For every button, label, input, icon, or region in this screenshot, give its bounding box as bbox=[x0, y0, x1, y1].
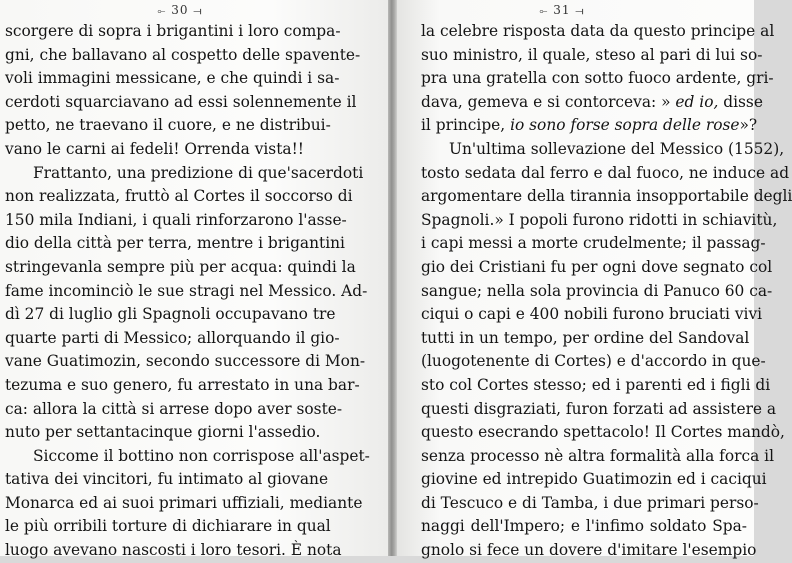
book-gutter bbox=[388, 0, 397, 556]
text-line: fame incominciò le sue stragi nel Messico. Ad- bbox=[5, 281, 368, 300]
text-line: gni, che ballavano al cospetto delle spavente- bbox=[5, 45, 361, 64]
text-line: il principe, io sono forse sopra delle rose»? bbox=[421, 116, 758, 135]
text-line: questi disgraziati, furon forzati ad assistere a bbox=[421, 399, 777, 418]
right-text-block bbox=[421, 20, 792, 563]
text-line: quarte parti di Messico; allorquando il gio- bbox=[5, 328, 340, 347]
text-line: (luogotenente di Cortes) e d'accordo in que- bbox=[421, 352, 766, 371]
ornament-icon: ⟜ bbox=[157, 6, 167, 17]
text-line: le più orribili torture di dichiarare in qual bbox=[5, 517, 331, 536]
text-line: Frattanto, una predizione di que'sacerdoti bbox=[33, 163, 364, 182]
text-line: gio dei Cristiani fu per ogni dove segnato col bbox=[421, 257, 773, 276]
ornament-icon: ⟞ bbox=[575, 6, 585, 17]
text-line: i capi messi a morte crudelmente; il passag- bbox=[421, 234, 766, 253]
text-line: tativa dei vincitori, fu intimato al giovane bbox=[5, 470, 329, 489]
text-line: vano le carni ai fedeli! Orrenda vista!! bbox=[5, 139, 304, 158]
text-line: gnolo si fece un dovere d'imitare l'esempio bbox=[421, 541, 757, 560]
text-line: giovine ed intrepido Guatimozin ed i caciqui bbox=[421, 470, 767, 489]
page-number-left: 30 bbox=[171, 3, 189, 17]
text-line: pra una gratella con sotto fuoco ardente, gri- bbox=[421, 69, 774, 88]
page-header-right bbox=[397, 3, 727, 17]
text-line: voli immagini messicane, e che quindi i sa- bbox=[5, 69, 340, 88]
text-line: stringevanla sempre più per acqua: quindi la bbox=[5, 257, 356, 276]
text-line: petto, ne traevano il cuore, e ne distribui- bbox=[5, 116, 331, 135]
text-line: argomentare della tirannia insopportabile degli bbox=[421, 187, 792, 206]
text-line: Monarca ed ai suoi primari uffiziali, mediante bbox=[5, 493, 363, 512]
ornament-icon: ⟞ bbox=[193, 6, 203, 17]
page-header-left bbox=[0, 3, 360, 17]
page-number-right: 31 bbox=[553, 3, 571, 17]
text-line: dio della città per terra, mentre i brigantini bbox=[5, 234, 345, 253]
ornament-icon: ⟜ bbox=[539, 6, 549, 17]
text-line: nuto per settantacinque giorni l'assedio. bbox=[5, 423, 321, 442]
text-line: naggi dell'Impero; e l'infimo soldato Spa- bbox=[421, 517, 747, 536]
text-line: senza processo nè altra formalità alla forca il bbox=[421, 446, 775, 465]
text-line: tosto sedata dal ferro e dal fuoco, ne induce ad bbox=[421, 163, 790, 182]
text-line: ciqui o capi e 400 nobili furono bruciati vivi bbox=[421, 305, 763, 324]
left-page bbox=[0, 0, 388, 560]
left-text-block bbox=[5, 20, 370, 563]
text-line: non realizzata, fruttò al Cortes il soccorso di bbox=[5, 187, 353, 206]
text-line: scorgere di sopra i brigantini i loro compa- bbox=[5, 22, 341, 40]
text-line: sangue; nella sola provincia di Panuco 60 ca- bbox=[421, 281, 773, 300]
right-page bbox=[397, 0, 792, 560]
text-line: vane Guatimozin, secondo successore di Mon- bbox=[5, 352, 366, 371]
text-line: Spagnoli.» I popoli furono ridotti in schiavitù, bbox=[421, 210, 778, 229]
text-line: questo esecrando spettacolo! Il Cortes mandò, bbox=[421, 423, 785, 442]
text-line: la celebre risposta data da questo principe al bbox=[421, 22, 775, 40]
text-line: cerdoti squarciavano ad essi solennemente il bbox=[5, 92, 357, 111]
text-line: tezuma e suo genero, fu arrestato in una bar- bbox=[5, 375, 360, 394]
text-line: sto col Cortes stesso; ed i parenti ed i figli di bbox=[421, 375, 771, 394]
text-line: tutti in un tempo, per ordine del Sandoval bbox=[421, 328, 750, 347]
text-line: Siccome il bottino non corrispose all'aspet- bbox=[33, 446, 370, 465]
text-line: dì 27 di luglio gli Spagnoli occupavano tre bbox=[5, 305, 336, 324]
text-line: suo ministro, il quale, steso al pari di lui so- bbox=[421, 45, 763, 64]
text-line: dava, gemeva e si contorceva: » ed io, disse bbox=[421, 92, 763, 111]
text-line: luogo avevano nascosti i loro tesori. È nota bbox=[5, 541, 342, 560]
text-line: Un'ultima sollevazione del Messico (1552), bbox=[449, 139, 785, 158]
text-line: ca: allora la città si arrese dopo aver soste- bbox=[5, 399, 343, 418]
text-line: 150 mila Indiani, i quali rinforzarono l'asse- bbox=[5, 210, 347, 229]
text-line: di Tescuco e di Tamba, i due primari perso- bbox=[421, 493, 759, 512]
